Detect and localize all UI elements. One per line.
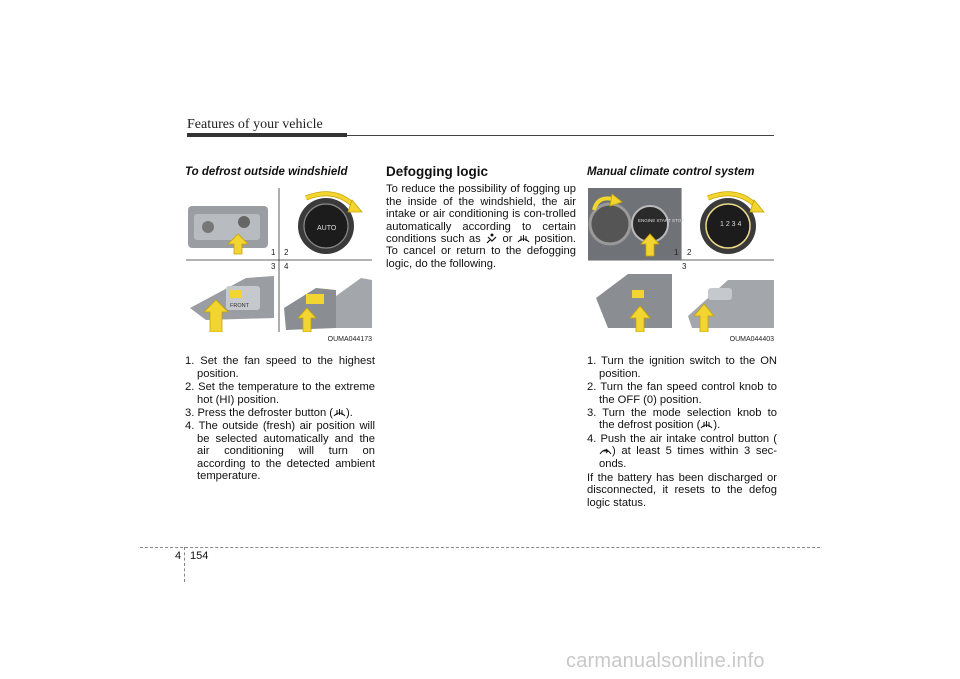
watermark: carmanualsonline.info: [566, 650, 765, 672]
step-text-end: ).: [346, 407, 353, 420]
figure-label-2: 2: [284, 248, 289, 257]
step-text-end: ) at least 5 times within 3 sec-onds.: [599, 445, 777, 470]
figure-manual-climate-controls: [588, 188, 774, 343]
page-number: 154: [190, 550, 209, 562]
figure-label-4: 4: [284, 262, 289, 271]
step-text: 4. Push the air intake control button (: [587, 432, 777, 445]
footer-divider: [184, 547, 185, 582]
step-text: 3. Press the defroster button (: [185, 407, 333, 420]
step-item: 2. Set the temperature to the extreme hot (HI) position.: [185, 381, 375, 406]
step-list: [587, 355, 777, 470]
knob-label: AUTO: [317, 225, 337, 232]
figure-label-3: 3: [271, 262, 276, 271]
step-item: [185, 407, 375, 419]
step-text-end: ).: [713, 419, 721, 432]
para-text-or: or: [502, 233, 513, 246]
defogging-paragraph: [386, 183, 576, 270]
step-item: 4. The outside (fresh) air position will be selected automatically and the air conditioning will turn on according to the detected ambient temperature.: [185, 420, 375, 483]
step-item: [587, 433, 777, 470]
header-rule-thin: [347, 135, 774, 136]
figure-label-3: 3: [682, 262, 687, 271]
figure-code: OUMA044403: [729, 336, 774, 343]
chapter-number: 4: [175, 550, 182, 562]
figure-label-1: 1: [674, 248, 679, 257]
svg-text:1 2 3 4: 1 2 3 4: [720, 221, 742, 228]
step-text: 3. Turn the mode selection knob to the defrost position (: [587, 407, 777, 432]
defrost-front-icon: [700, 419, 713, 430]
step-item: 1. Turn the ignition switch to the ON position.: [587, 355, 777, 380]
step-item: 2. Turn the fan speed control knob to the OFF (0) position.: [587, 381, 777, 406]
section-title: Manual climate control system: [587, 166, 755, 178]
column-defogging-logic: [386, 166, 576, 270]
defrost-controls-illustration: [186, 188, 372, 332]
start-button-label: ENGINE START STOP: [638, 218, 685, 223]
reset-paragraph: If the battery has been discharged or disconnected, it resets to the defog logic status.: [587, 472, 777, 509]
header-rule-thick: [187, 133, 347, 137]
air-intake-icon: [599, 445, 612, 456]
figure-label-2: 2: [687, 248, 692, 257]
section-title: To defrost outside windshield: [185, 166, 348, 178]
defrost-front-icon: [517, 233, 530, 244]
step-item: [587, 407, 777, 432]
floor-defrost-mode-icon: [485, 233, 498, 244]
manual-climate-illustration: [588, 188, 774, 332]
section-title: Defogging logic: [386, 164, 488, 179]
para-text-start: To reduce the possibility of fogging up the inside of the windshield, the air intake or air conditioning is con-trolled automatically according to certain conditions such as: [386, 183, 576, 246]
figure-code: OUMA044173: [327, 336, 372, 343]
defrost-front-icon: [333, 407, 346, 418]
page-header-title: Features of your vehicle: [187, 117, 323, 132]
figure-label-1: 1: [271, 248, 276, 257]
para-text-end: position. To cancel or return to the defogging logic, do the following.: [386, 233, 577, 270]
step-list: [185, 355, 375, 482]
figure-defrost-controls: [186, 188, 372, 343]
button-label: FRONT: [230, 303, 249, 309]
step-item: 1. Set the fan speed to the highest position.: [185, 355, 375, 380]
footer-rule: [140, 547, 820, 548]
